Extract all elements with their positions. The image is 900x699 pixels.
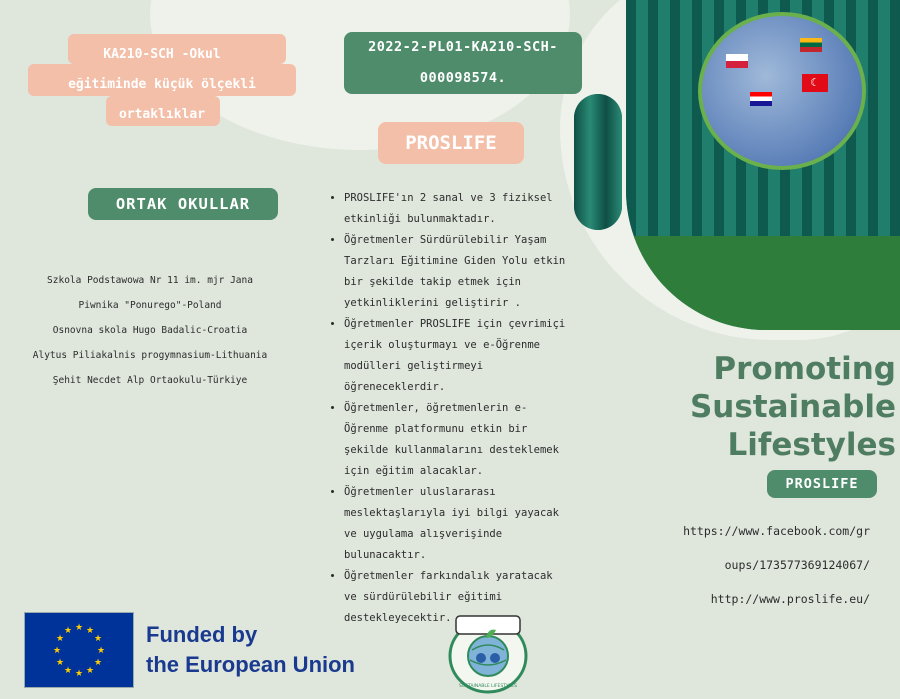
project-number-badge <box>344 32 582 94</box>
objectives-list <box>330 188 570 629</box>
flag-croatia-icon <box>750 92 772 106</box>
proslife-badge: PROSLIFE <box>378 122 524 164</box>
classroom-photo-small <box>574 94 622 230</box>
flag-turkey-icon: ☾ <box>802 74 828 92</box>
school-item: Şehit Necdet Alp Ortaokulu-Türkiye <box>52 375 248 386</box>
school-item: Alytus Piliakalnis progymnasium-Lithuania <box>32 350 268 361</box>
flag-lithuania-icon <box>800 38 822 52</box>
logo-text: SUSTAINABLE LIFESTYLES <box>459 684 517 689</box>
facebook-link[interactable]: https://www.facebook.com/gr <box>683 524 870 538</box>
sustainable-lifestyles-logo <box>442 610 534 695</box>
promo-badge: PROSLIFE <box>767 470 877 498</box>
svg-text:★: ★ <box>63 626 73 636</box>
globe-icon <box>698 12 866 170</box>
website-link[interactable]: http://www.proslife.eu/ <box>710 592 870 606</box>
project-type-badge <box>28 34 296 126</box>
svg-text:★: ★ <box>74 669 84 679</box>
svg-text:★: ★ <box>93 658 103 668</box>
globe-photo <box>626 0 900 330</box>
eu-flag-icon <box>24 612 134 688</box>
objective-item: • Öğretmenler, öğretmenlerin e-Öğrenme platformunu etkin bir şekilde kullanmalarını desteklemek için eğitim alacaklar. <box>344 398 570 482</box>
objective-item: • Öğretmenler farkındalık yaratacak ve sürdürülebilir eğitimi destekleyecektir. <box>344 566 570 629</box>
svg-text:★: ★ <box>93 634 103 644</box>
facebook-link-cont[interactable]: oups/173577369124067/ <box>724 558 870 572</box>
school-item: Osnovna skola Hugo Badalic-Croatia <box>52 325 248 336</box>
contact-links <box>620 514 870 616</box>
svg-text:★: ★ <box>52 646 62 656</box>
svg-text:★: ★ <box>55 634 65 644</box>
eu-funding-text: Funded by the European Union <box>146 622 355 677</box>
svg-text:★: ★ <box>74 623 84 633</box>
svg-text:★: ★ <box>85 666 95 676</box>
partner-schools-list <box>30 268 270 393</box>
svg-text:★: ★ <box>63 666 73 676</box>
svg-text:★: ★ <box>85 626 95 636</box>
partner-schools-heading: ORTAK OKULLAR <box>88 188 278 220</box>
svg-text:★: ★ <box>55 658 65 668</box>
project-type-text: KA210-SCH -Okul eğitiminde küçük ölçekli ortaklıklar <box>68 47 256 122</box>
objective-item: • Öğretmenler PROSLIFE için çevrimiçi içerik oluşturmayı ve e-Öğrenme modülleri geliştirmeyi öğreneceklerdir. <box>344 314 570 398</box>
objective-item: • Öğretmenler uluslararası meslektaşlarıyla iyi bilgi yayacak ve uygulama alışverişinde bulunacaktır. <box>344 482 570 566</box>
promo-title: Promoting Sustainable Lifestyles <box>689 351 896 463</box>
svg-text:★: ★ <box>96 646 106 656</box>
project-number-text: 2022-2-PL01-KA210-SCH-000098574. <box>368 39 558 86</box>
school-item: Szkola Podstawowa Nr 11 im. mjr Jana Piwnika "Ponurego"-Poland <box>47 275 253 311</box>
objective-item: • PROSLIFE'ın 2 sanal ve 3 fiziksel etkinliği bulunmaktadır. <box>344 188 570 230</box>
flag-poland-icon <box>726 54 748 68</box>
objective-item: • Öğretmenler Sürdürülebilir Yaşam Tarzları Eğitimine Giden Yolu etkin bir şekilde takip etmek için yetkinliklerini geliştirir . <box>344 230 570 314</box>
